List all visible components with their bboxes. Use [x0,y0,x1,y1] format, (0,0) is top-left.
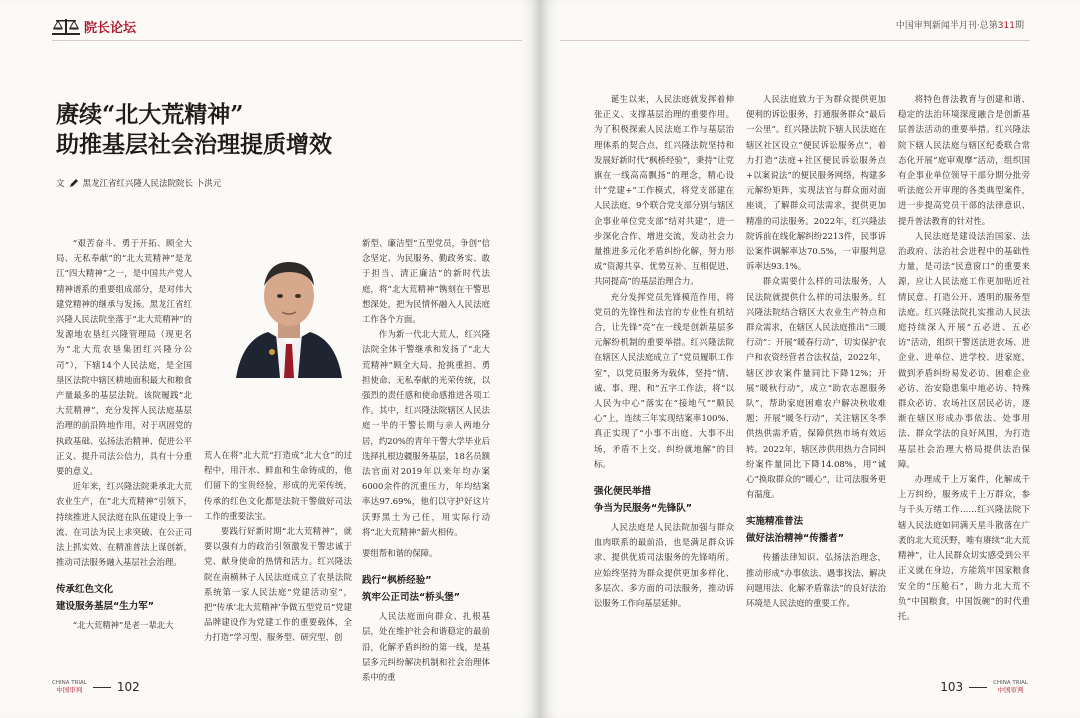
paragraph: 办理成千上万案件，化解成千上万纠纷，服务成千上万群众，参与千头万绪工作……红兴隆法院下辖人民法庭如同满天星斗散落在广袤的北大荒沃野，唯有赓续“北大荒精神”，让人民群众切实感受到公平正义就在身边，方能筑牢国家粮食安全的“压舱石”，助力北大荒不负“中国粮食，中国饭碗”的时代重托。 [898,474,1030,621]
paragraph: 新型、廉洁型”五型党员，争创“信念坚定、为民服务、勤政务实、敢于担当、清正廉洁”的新时代法庭，将“北大荒精神”镌刻在干警思想深处，把为民情怀融入人民法庭工作各个方面。 [362,238,490,325]
author-name: 黑龙江省红兴隆人民法院院长 卜洪元 [82,179,222,189]
left-column-2-bottom [204,448,352,646]
magazine-logo: CHINA TRIAL 中国审判 [52,680,87,694]
right-page [540,0,1080,718]
subheading: 践行“枫桥经验” [362,575,432,587]
subheading: 建设服务基层“生力军” [56,601,154,613]
subheading: 实施精准普法 [746,516,804,528]
magazine-logo: CHINA TRIAL 中国审判 [993,680,1028,694]
paragraph: 近年来，红兴隆法院秉承北大荒农业生产，在“北大荒精神”引领下，持续推进人民法庭在队伍建设上争一流、在司法为民上求突破、在公正司法上抓实效、在精准普法上谋创新，推动司法服务融入基层社会治理。 [56,481,192,568]
paragraph: “艰苦奋斗、勇于开拓、顾全大局、无私奉献”的“北大荒精神”是龙江“四大精神”之一，是中国共产党人精神谱系的重要组成部分，是对伟大建党精神的继承与发扬。黑龙江省红兴隆人民法院坐落于“北大荒精神”的发源地农垦红兴隆管理局（现更名为“北大荒农垦集团红兴隆分公司”），下辖14个人民法庭，是全国垦区法院中辖区耕地面积最大和粮食产量最多的基层法院。该院履践“北大荒精神”，充分发挥人民法庭基层治理的前沿阵地作用，对于巩固党的执政基础、弘扬法治精神、促进公平正义、提升司法公信力，具有十分重要的意义。 [56,238,192,477]
right-footer [940,680,1028,694]
article-title [56,100,332,160]
byline-prefix: 文 [56,179,65,189]
paragraph: 传播法律知识、弘扬法治理念，推动形成“办事依法、遇事找法、解决问题用法、化解矛盾靠法”的良好法治环境是人民法庭的重要工作。 [746,552,886,609]
author-portrait [228,240,350,378]
subheading: 传承红色文化 [56,584,114,596]
right-column-2 [746,92,886,611]
footer-rule [93,687,111,688]
paragraph: “北大荒精神”是老一辈北大 [72,620,174,631]
section-header [52,16,136,36]
paragraph: 人民法庭致力于为群众提供更加便利的诉讼服务，打通服务群众“最后一公里”。红兴隆法院下辖人民法庭在辖区社区设立“便民诉讼服务点”，着力打造“法庭+社区便民诉讼服务点+以案说法”的便民服务网络，构建多元解纷矩阵，实现法官与群众面对面座谈，了解群众司法需求，提供更加精准的司法服务。2022年，红兴隆法院诉前在线化解纠纷2213件，民事诉讼案件调解率达70.5%，一审服判息诉率达93.1%。 [746,94,886,272]
left-footer [52,680,140,694]
title-line-2: 助推基层社会治理提质增效 [56,131,332,158]
subheading: 强化便民举措 [594,486,652,498]
title-line-1: 赓续“北大荒精神” [56,101,244,128]
right-column-3 [898,92,1030,624]
right-column-1 [594,92,734,611]
paragraph: 人民法庭是建设法治国家、法治政府、法治社会进程中的基础性力量，是司法“民意窗口”的重要来源，应让人民法庭工作更加贴近社情民意、打造公开、透明的服务型法庭。红兴隆法院扎实推动人民法庭持续深入开展“五必进、五必访”活动，组织干警送法进农场、进企业、进单位、进学校、进家庭，做到矛盾纠纷易发必访、困难企业必访、治安隐患集中地必访、特殊群众必访、农场社区居民必访，逐渐在辖区形成办事依法、处事用法、群众学法的良好风围，为打造基层社会治理大格局提供法治保障。 [898,230,1030,469]
pen-icon [69,178,79,188]
paragraph: 将特色普法教育与创建和谐、稳定的法治环境深度融合是创新基层普法活动的重要举措。红兴隆法院下辖人民法庭与辖区纪委联合常态化开展“庭审观摩”活动，组织国有企事业单位领导干部分期分批旁听法庭公开审理的各类典型案件，进一步提高党员干部的法律意识、提升普法教育的针对性。 [898,94,1030,226]
subheading: 筑牢公正司法“桥头堡” [362,592,460,604]
subheading: 做好法治精神“传播者” [746,533,844,545]
paragraph: 充分发挥党员先锋模范作用，将党员的先锋性和法官的专业性有机结合，让先锋“亮”在一线是创新基层多元解纷机制的重要举措。红兴隆法院在辖区人民法庭成立了“党员履职工作室”，以党员服务为载体，坚持“情、诚、事、理、和”五字工作法，将“以人民为中心”落实在“接地气”“顺民心”上，连续三年实现结案率100%、真正实现了“小事不出庭、大事不出场，矛盾不上交、纠纷就地解”的目标。 [594,291,734,469]
footer-rule [969,687,987,688]
left-column-1 [56,236,192,634]
section-tag: 院长论坛 [84,20,137,36]
page-number: 102 [116,680,140,694]
page-number: 103 [940,680,964,694]
left-column-2-top [362,236,490,540]
left-column-3 [362,546,490,685]
issue-header: 中国审判新闻半月刊·总第311期 [895,21,1024,31]
header-divider [560,40,1030,41]
subheading: 争当为民服务“先锋队” [594,503,692,515]
paragraph: 要组帮和谐的保障。 [362,548,438,558]
paragraph: 人民法庭是人民法院加强与群众血肉联系的最前沿，也是满足群众诉求、提供优质司法服务的先锋哨所。应始终坚持为群众提供更加多样化、多层次、多方面的司法服务，推动诉讼服务工作向基层延伸。 [594,522,734,609]
paragraph: 群众需要什么样的司法服务，人民法院就提供什么样的司法服务。红兴隆法院结合辖区大农业生产特点和群众需求，在辖区人民法庭推出“三暖行动”：开展“暖春行动”，切实保护农户和农资经营者合法权益，2022年，辖区涉农案件量同比下降12%；开展“暖秋行动”，成立“助农志愿服务队”，帮助家庭困难农户解决秋收难题；开展“暖冬行动”，关注辖区冬季供热供需矛盾，保障供热市场有效运转。2022年，辖区涉供用热力合同纠纷案件量同比下降14.08%，用“诚心”换取群众的“暖心”，让司法服务更有温度。 [746,276,886,500]
paragraph: 作为新一代北大荒人，红兴隆法院全体干警继承和发扬了“北大荒精神”顾全大局、抢挑重担、勇担使命、无私奉献的光荣传统，以强烈的责任感和使命感推进各项工作。其中，红兴隆法院辖区人民法庭一半的干警长期与亲人两地分居，约20%的青年干警大学毕业后选择扎根边疆服务基层，18名员额法官面对2019年以来年均办案6000余件的沉重压力，年均结案率达97.69%，他们以守护好这片沃野黑土为己任，用实际行动将“北大荒精神”薪火相传。 [362,329,490,537]
paragraph: 荒人在将“北大荒”打造成“北大仓”的过程中，用汗水、鲜血和生命铸成的，他们留下的宝贵经验，形成的光荣传统，传承的红色文化都是法院干警做好司法工作的重要法宝。 [204,450,352,521]
paragraph: 人民法庭面向群众、扎根基层，处在维护社会和谐稳定的最前沿，化解矛盾纠纷的第一线，是基层多元纠纷解决机制和社会治理体系中的重 [362,611,490,683]
byline [56,177,221,189]
issue-number: 311 [997,21,1015,31]
justice-scale-icon [52,16,80,36]
paragraph: 要践行好新时期“北大荒精神”，就要以强有力的政治引领激发干警忠诚于党、献身使命的热情和活力。红兴隆法院在南横林子人民法庭成立了农垦法院系统第一家人民法庭“党建活动室”，把“传承‘北大荒精神’争做五型党员”党建品牌建设作为党建工作的重要载体，全力打造“学习型、服务型、研究型、创 [204,526,352,643]
header-divider [52,40,522,41]
paragraph: 诞生以来，人民法庭就发挥着伸张正义、支撑基层治理的重要作用。为了积极探索人民法庭工作与基层治理体系的契合点，红兴隆法院坚持和发展好新时代“枫桥经验”，秉持“让党旗在一线高高飘扬”的理念，精心设计“党建+”工作模式，将党支部建在人民法庭，9个联合党支部分别与辖区企事业单位党支部“结对共建”，进一步深化合作、增进交流，发动社会力量推进多元化矛盾纠纷化解，努力形成“资源共享、优势互补、互相促进、共同提高”的基层治理合力。 [594,94,734,287]
